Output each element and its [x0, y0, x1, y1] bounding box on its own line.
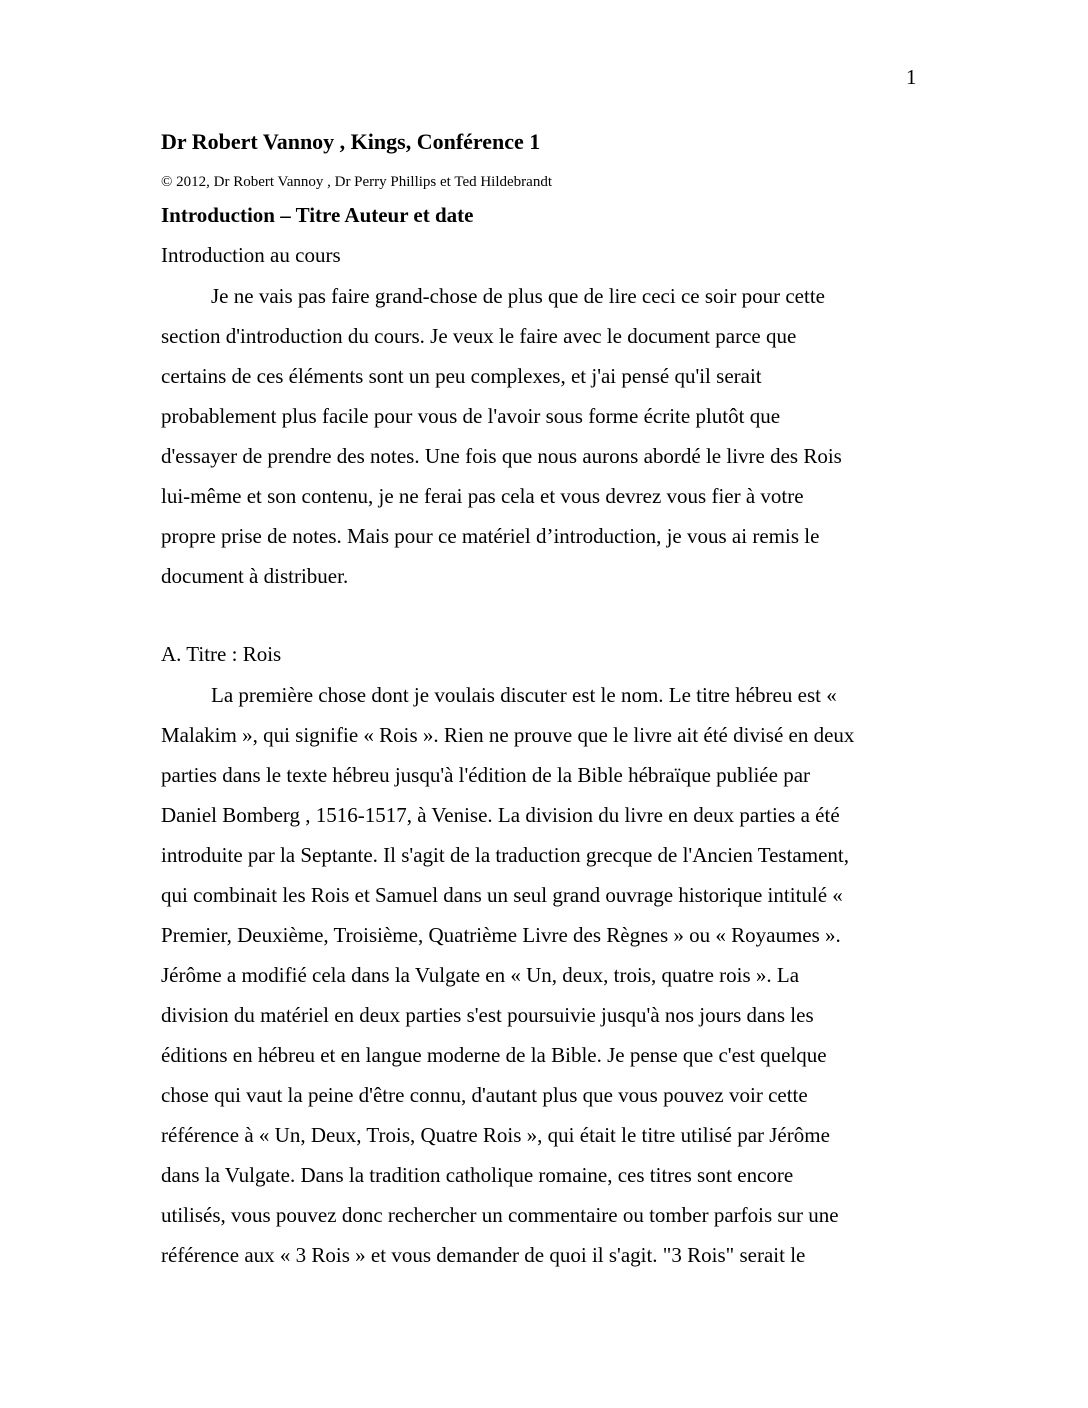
text-line: chose qui vaut la peine d'être connu, d'autant plus que vous pouvez voir cette [161, 1083, 808, 1107]
text-line: introduite par la Septante. Il s'agit de la traduction grecque de l'Ancien Testament, [161, 843, 849, 867]
text-line: parties dans le texte hébreu jusqu'à l'édition de la Bible hébraïque publiée par [161, 763, 811, 787]
text-line: référence à « Un, Deux, Trois, Quatre Rois », qui était le titre utilisé par Jérôme [161, 1123, 830, 1147]
paragraph-introduction [161, 276, 931, 596]
text-line: propre prise de notes. Mais pour ce matériel d’introduction, je vous ai remis le [161, 524, 820, 548]
text-line: qui combinait les Rois et Samuel dans un seul grand ouvrage historique intitulé « [161, 883, 843, 907]
text-line: lui-même et son contenu, je ne ferai pas cela et vous devrez vous fier à votre [161, 484, 804, 508]
page-number: 1 [906, 65, 917, 89]
text-line: document à distribuer. [161, 564, 349, 588]
text-line: section d'introduction du cours. Je veux le faire avec le document parce que [161, 324, 797, 348]
text-line: certains de ces éléments sont un peu complexes, et j'ai pensé qu'il serait [161, 364, 762, 388]
section-heading: Introduction – Titre Auteur et date [161, 203, 474, 227]
paragraph-titre [161, 675, 931, 1275]
text-line: Je ne vais pas faire grand-chose de plus que de lire ceci ce soir pour cette [211, 284, 825, 308]
text-line: La première chose dont je voulais discuter est le nom. Le titre hébreu est « [211, 683, 837, 707]
text-line: dans la Vulgate. Dans la tradition catholique romaine, ces titres sont encore [161, 1163, 794, 1187]
text-line: référence aux « 3 Rois » et vous demander de quoi il s'agit. "3 Rois" serait le [161, 1243, 806, 1267]
document-title: Dr Robert Vannoy , Kings, Conférence 1 [161, 129, 541, 154]
subheading-titre-rois: A. Titre : Rois [161, 642, 282, 666]
subheading-introduction: Introduction au cours [161, 243, 341, 267]
text-line: Daniel Bomberg , 1516-1517, à Venise. La division du livre en deux parties a été [161, 803, 840, 827]
text-line: Premier, Deuxième, Troisième, Quatrième Livre des Règnes » ou « Royaumes ». [161, 923, 841, 947]
text-line: utilisés, vous pouvez donc rechercher un commentaire ou tomber parfois sur une [161, 1203, 839, 1227]
text-line: division du matériel en deux parties s'est poursuivie jusqu'à nos jours dans les [161, 1003, 814, 1027]
text-line: Malakim », qui signifie « Rois ». Rien ne prouve que le livre ait été divisé en deux [161, 723, 855, 747]
text-line: probablement plus facile pour vous de l'avoir sous forme écrite plutôt que [161, 404, 781, 428]
text-line: Jérôme a modifié cela dans la Vulgate en « Un, deux, trois, quatre rois ». La [161, 963, 800, 987]
text-line: éditions en hébreu et en langue moderne de la Bible. Je pense que c'est quelque [161, 1043, 827, 1067]
copyright-line: © 2012, Dr Robert Vannoy , Dr Perry Phillips et Ted Hildebrandt [161, 174, 552, 190]
text-line: d'essayer de prendre des notes. Une fois que nous aurons abordé le livre des Rois [161, 444, 842, 468]
